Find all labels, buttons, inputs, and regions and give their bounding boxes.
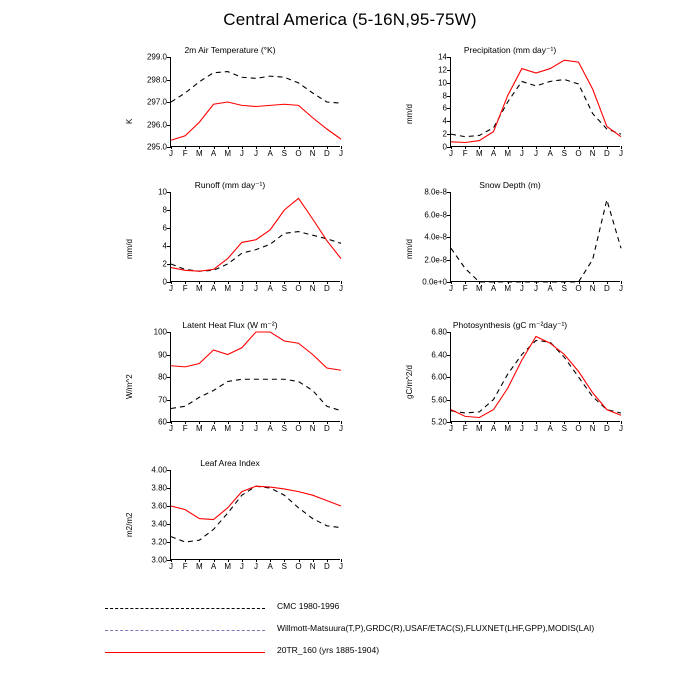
y-axis-label: mm/d — [405, 239, 414, 259]
y-tick-label: 60 — [158, 417, 167, 427]
x-tick-label: A — [210, 424, 217, 433]
y-tick-label: 70 — [158, 395, 167, 404]
x-tick-label: A — [210, 284, 217, 293]
x-tick-label: J — [254, 424, 258, 433]
series-line — [171, 232, 341, 272]
x-tick-label: D — [323, 149, 330, 158]
x-tick-label: F — [462, 284, 468, 293]
panel-title: Latent Heat Flux (W m⁻²) — [182, 320, 278, 330]
x-tick-label: N — [309, 562, 316, 571]
panel-title: Precipitation (mm day⁻¹) — [463, 45, 557, 55]
y-tick-label: 0 — [162, 277, 167, 287]
series-layer — [171, 332, 341, 422]
x-tick-label: S — [281, 424, 287, 433]
y-tick-label: 3.00 — [151, 555, 167, 565]
legend — [105, 598, 665, 664]
x-tick-label: D — [603, 149, 610, 158]
y-tick-label: 2 — [162, 259, 167, 269]
y-tick-label: 297.0 — [146, 97, 167, 107]
y-tick-label: 12 — [438, 65, 447, 75]
x-tick-label: J — [169, 149, 173, 158]
y-tick-label: 80 — [158, 372, 167, 382]
x-tick-label: N — [589, 284, 596, 293]
y-tick-label: 6.40 — [431, 350, 447, 359]
x-tick-label: A — [267, 562, 273, 571]
legend-label: CMC 1980-1996 — [277, 601, 340, 611]
x-tick-label: A — [490, 424, 497, 433]
x-tick-label: O — [575, 284, 582, 293]
x-tick-label: F — [462, 149, 468, 158]
x-tick-label: J — [169, 562, 173, 571]
x-tick-label: M — [475, 424, 483, 433]
y-tick-label: 100 — [153, 327, 167, 337]
y-axis-label: m2/m2 — [125, 512, 134, 537]
x-tick-label: J — [254, 149, 258, 158]
x-tick-label: S — [281, 284, 287, 293]
x-tick-label: J — [339, 424, 343, 433]
y-tick-label: 0 — [442, 142, 447, 152]
x-tick-label: J — [339, 562, 343, 571]
series-line — [451, 60, 621, 142]
y-tick-label: 5.60 — [431, 395, 447, 404]
x-tick-label: F — [462, 424, 468, 433]
y-tick-label: 6.00 — [431, 372, 447, 382]
x-tick-label: M — [504, 284, 511, 293]
y-tick-label: 296.0 — [146, 120, 167, 129]
x-tick-label: M — [224, 424, 231, 433]
chart-panel-leaf-area-index — [110, 458, 350, 573]
legend-item — [105, 642, 665, 664]
x-tick-mark — [621, 281, 622, 284]
x-tick-mark — [621, 421, 622, 424]
legend-line-swatch — [105, 652, 265, 653]
x-tick-label: J — [339, 149, 343, 158]
y-tick-label: 10 — [438, 78, 447, 88]
x-tick-label: M — [475, 284, 483, 293]
x-tick-mark — [621, 146, 622, 149]
x-tick-label: O — [295, 284, 302, 293]
x-tick-label: A — [490, 149, 497, 158]
series-line — [171, 379, 341, 411]
y-tick-label: 6.0e-8 — [424, 210, 447, 219]
x-tick-label: M — [504, 149, 511, 158]
x-tick-label: J — [534, 149, 538, 158]
series-layer — [171, 57, 341, 147]
y-tick-label: 4 — [162, 241, 167, 251]
x-tick-label: D — [323, 562, 330, 571]
x-tick-label: F — [182, 284, 188, 293]
y-tick-label: 6.80 — [431, 327, 447, 337]
y-tick-label: 299.0 — [146, 52, 167, 62]
y-tick-label: 90 — [158, 350, 167, 359]
y-tick-label: 6 — [162, 223, 167, 233]
x-tick-label: M — [504, 424, 511, 433]
x-tick-label: J — [239, 562, 244, 571]
x-tick-label: N — [589, 424, 596, 433]
series-layer — [451, 192, 621, 282]
x-tick-label: N — [309, 424, 316, 433]
y-axis-label: mm/d — [405, 104, 414, 124]
series-line — [171, 486, 341, 542]
x-tick-label: J — [619, 284, 623, 293]
y-tick-label: 0.0e+0 — [422, 277, 447, 287]
x-tick-label: S — [281, 562, 287, 571]
panel-title: Runoff (mm day⁻¹) — [194, 180, 266, 190]
x-tick-label: J — [519, 284, 524, 293]
y-axis-label: gC/m^2/d — [405, 365, 414, 399]
panel-title: Leaf Area Index — [200, 458, 260, 468]
x-tick-label: J — [169, 284, 173, 293]
chart-panel-precipitation — [390, 45, 630, 160]
x-tick-label: M — [195, 149, 203, 158]
x-tick-label: D — [603, 284, 610, 293]
y-axis-label: W/m^2 — [125, 374, 134, 399]
x-tick-mark — [341, 421, 342, 424]
x-tick-label: M — [224, 284, 231, 293]
x-tick-label: F — [182, 149, 188, 158]
y-tick-label: 3.80 — [151, 483, 167, 493]
x-tick-label: A — [547, 424, 553, 433]
x-tick-label: J — [449, 424, 453, 433]
x-tick-label: O — [575, 149, 582, 158]
y-tick-label: 5.20 — [431, 417, 447, 427]
x-tick-label: A — [210, 149, 217, 158]
y-axis-label: mm/d — [125, 239, 134, 259]
plot-area — [125, 187, 343, 293]
x-tick-label: J — [519, 424, 524, 433]
legend-label: Willmott-Matsuura(T,P),GRDC(R),USAF/ETAC(S),FLUXNET(LHF,GPP),MODIS(LAI) — [277, 623, 595, 633]
x-tick-label: A — [210, 562, 217, 571]
y-tick-label: 2.0e-8 — [424, 255, 447, 264]
plot-area — [125, 327, 343, 433]
x-tick-label: J — [534, 424, 538, 433]
x-tick-label: O — [295, 149, 302, 158]
x-tick-label: N — [309, 149, 316, 158]
x-tick-label: A — [547, 149, 553, 158]
plot-area — [405, 327, 623, 433]
plot-area — [405, 52, 623, 158]
series-line — [451, 200, 621, 282]
x-tick-label: D — [323, 424, 330, 433]
x-tick-label: A — [267, 149, 273, 158]
x-tick-label: A — [490, 284, 497, 293]
x-tick-label: A — [267, 424, 273, 433]
x-tick-label: J — [449, 284, 453, 293]
x-tick-label: M — [195, 424, 203, 433]
y-tick-label: 3.60 — [151, 501, 167, 511]
series-line — [171, 198, 341, 271]
y-tick-label: 8 — [442, 91, 447, 101]
x-tick-label: J — [619, 424, 623, 433]
chart-panel-air-temperature — [110, 45, 350, 160]
series-layer — [171, 470, 341, 560]
x-tick-label: J — [239, 149, 244, 158]
series-line — [451, 80, 621, 137]
x-tick-label: M — [475, 149, 483, 158]
legend-line-swatch — [105, 630, 265, 631]
panel-title: 2m Air Temperature (°K) — [184, 45, 276, 55]
y-tick-label: 295.0 — [146, 142, 167, 152]
x-tick-label: N — [589, 149, 596, 158]
x-tick-label: F — [182, 424, 188, 433]
x-tick-label: A — [547, 284, 553, 293]
x-tick-label: N — [309, 284, 316, 293]
series-layer — [171, 192, 341, 282]
x-tick-label: S — [281, 149, 287, 158]
series-layer — [451, 57, 621, 147]
x-tick-label: S — [561, 149, 567, 158]
x-tick-label: J — [169, 424, 173, 433]
y-tick-label: 10 — [158, 187, 167, 197]
x-tick-label: J — [339, 284, 343, 293]
panel-title: Photosynthesis (gC m⁻²day⁻¹) — [452, 320, 568, 330]
x-tick-label: A — [267, 284, 273, 293]
series-line — [171, 72, 341, 104]
x-tick-label: J — [254, 562, 258, 571]
x-tick-mark — [341, 281, 342, 284]
x-tick-label: D — [323, 284, 330, 293]
x-tick-label: D — [603, 424, 610, 433]
series-line — [171, 332, 341, 370]
y-tick-label: 6 — [442, 103, 447, 113]
y-axis-label: K — [125, 118, 134, 124]
x-tick-mark — [341, 146, 342, 149]
legend-item — [105, 598, 665, 620]
x-tick-label: F — [182, 562, 188, 571]
x-tick-label: M — [195, 562, 203, 571]
legend-label: 20TR_160 (yrs 1885-1904) — [277, 645, 380, 655]
legend-item — [105, 620, 665, 642]
x-tick-label: S — [561, 284, 567, 293]
x-tick-label: M — [195, 284, 203, 293]
y-tick-label: 8 — [162, 205, 167, 215]
x-tick-label: O — [575, 424, 582, 433]
y-tick-label: 14 — [438, 52, 447, 62]
y-tick-label: 8.0e-8 — [424, 187, 447, 197]
panel-title: Snow Depth (m) — [479, 180, 541, 190]
chart-panel-snow-depth — [390, 180, 630, 295]
x-tick-label: J — [239, 284, 244, 293]
x-tick-mark — [341, 559, 342, 562]
page-title: Central America (5-16N,95-75W) — [223, 10, 477, 29]
x-tick-label: J — [254, 284, 258, 293]
x-tick-label: M — [224, 562, 231, 571]
y-tick-label: 298.0 — [146, 75, 167, 84]
chart-panel-photosynthesis — [390, 320, 630, 435]
x-tick-label: O — [295, 562, 302, 571]
series-line — [451, 340, 621, 413]
x-tick-label: J — [534, 284, 538, 293]
x-tick-label: J — [519, 149, 524, 158]
y-tick-label: 4.00 — [151, 465, 167, 475]
series-line — [171, 486, 341, 519]
y-tick-label: 4 — [442, 116, 447, 126]
y-tick-label: 4.0e-8 — [424, 232, 447, 242]
chart-panel-latent-heat-flux — [110, 320, 350, 435]
x-tick-label: S — [561, 424, 567, 433]
plot-area — [405, 187, 623, 293]
y-tick-label: 3.40 — [151, 519, 167, 529]
x-tick-label: J — [449, 149, 453, 158]
x-tick-label: J — [239, 424, 244, 433]
plot-area — [125, 52, 343, 158]
series-line — [451, 337, 621, 418]
series-line — [171, 102, 341, 140]
series-layer — [451, 332, 621, 422]
plot-area — [125, 465, 343, 571]
x-tick-label: J — [619, 149, 623, 158]
legend-line-swatch — [105, 608, 265, 609]
y-tick-label: 2 — [442, 129, 447, 139]
x-tick-label: O — [295, 424, 302, 433]
chart-panel-runoff — [110, 180, 350, 295]
y-tick-label: 3.20 — [151, 537, 167, 547]
x-tick-label: M — [224, 149, 231, 158]
